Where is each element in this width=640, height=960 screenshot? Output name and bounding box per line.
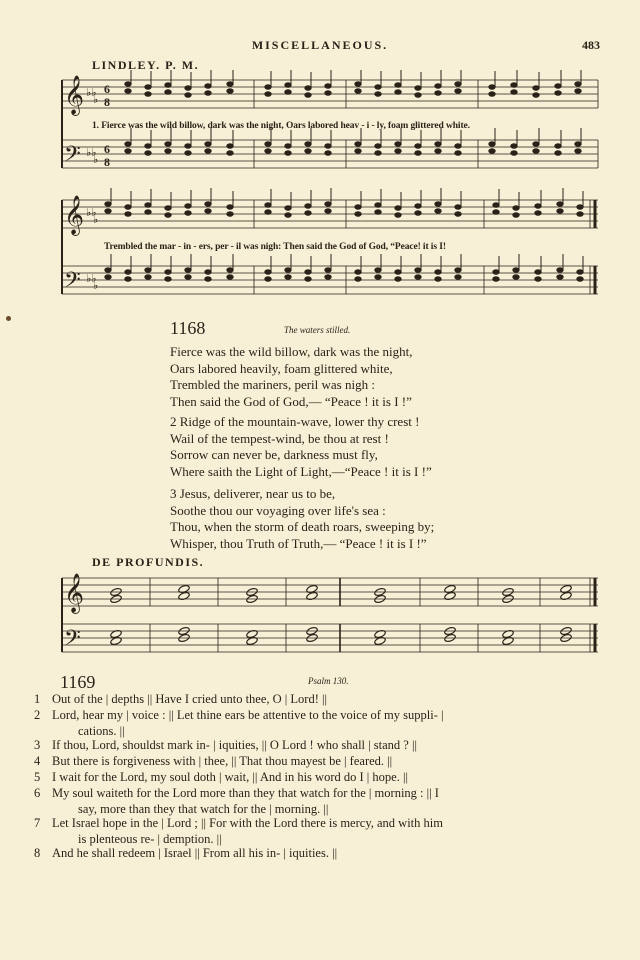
verse-text: And he shall redeem | Israel || From all his in- | iquities. || (52, 846, 338, 860)
note-head (535, 204, 541, 209)
note-head (125, 277, 131, 282)
note-head (185, 93, 191, 98)
note-head (185, 151, 191, 156)
note-head (105, 209, 111, 214)
note-head (325, 209, 331, 214)
note-head (265, 149, 271, 154)
verse-number: 3 (34, 738, 41, 752)
svg-text:♭: ♭ (93, 154, 99, 166)
note-head (555, 84, 561, 89)
psalm-verse-2 (34, 708, 600, 739)
note-head (577, 212, 583, 217)
note-head (185, 275, 191, 280)
note-head (535, 211, 541, 216)
note-head (375, 85, 381, 90)
verse-number: 6 (34, 786, 41, 800)
note-head (355, 212, 361, 217)
stanza-2 (170, 414, 432, 481)
note-head (265, 277, 271, 282)
note-head (489, 142, 495, 147)
note-head (205, 142, 211, 147)
psalm-verse-1 (34, 692, 600, 708)
note-head (125, 89, 131, 94)
note-head (415, 93, 421, 98)
verse-text: Out of the | depths || Have I cried unto thee, O | Lord! || (52, 692, 328, 706)
note-head (513, 275, 519, 280)
note-head (415, 268, 421, 273)
stanza-line: Whisper, thou Truth of Truth,— “Peace ! it is I !” (170, 536, 427, 552)
note-head (305, 93, 311, 98)
svg-text:𝄢: 𝄢 (64, 626, 81, 656)
note-head (493, 277, 499, 282)
note-head (145, 275, 151, 280)
note-head (265, 92, 271, 97)
note-head (513, 213, 519, 218)
note-head (125, 142, 131, 147)
stanza-1 (170, 344, 413, 411)
note-head (493, 210, 499, 215)
verse-number: 4 (34, 754, 41, 768)
note-head (455, 205, 461, 210)
psalm-verse-7 (34, 816, 600, 847)
note-head (227, 151, 233, 156)
note-head (305, 86, 311, 91)
note-head (375, 203, 381, 208)
note-head (285, 144, 291, 149)
note-head (205, 270, 211, 275)
verse-text: But there is forgiveness with | thee, || That thou mayest be | feared. || (52, 754, 393, 768)
note-head (555, 151, 561, 156)
note-head (533, 149, 539, 154)
stanza-line: Oars labored heavily, foam glittered white, (170, 360, 393, 376)
note-head (227, 144, 233, 149)
note-head (305, 149, 311, 154)
svg-text:♭: ♭ (93, 94, 99, 106)
note-head (415, 144, 421, 149)
note-head (455, 275, 461, 280)
verse-continuation: cations. || (78, 723, 125, 738)
note-head (435, 149, 441, 154)
note-head (455, 151, 461, 156)
note-head (165, 270, 171, 275)
note-head (185, 204, 191, 209)
note-head (227, 205, 233, 210)
note-head (535, 277, 541, 282)
hymn-caption-1168: The waters stilled. (284, 325, 351, 335)
note-head (105, 202, 111, 207)
note-head (493, 203, 499, 208)
verse-text: If thou, Lord, shouldst mark in- | iquities, || O Lord ! who shall | stand ? || (52, 738, 417, 752)
verse-number: 7 (34, 816, 41, 830)
note-head (145, 144, 151, 149)
note-head (125, 149, 131, 154)
note-head (325, 275, 331, 280)
note-head (375, 144, 381, 149)
note-head (165, 277, 171, 282)
stanza-line: Thou, when the storm of death roars, sweeping by; (170, 519, 435, 535)
verse-text: I wait for the Lord, my soul doth | wait, || And in his word do I | hope. || (52, 770, 408, 784)
note-head (375, 92, 381, 97)
svg-text:𝄢: 𝄢 (64, 142, 81, 172)
note-head (105, 268, 111, 273)
note-head (395, 142, 401, 147)
margin-mark (6, 316, 11, 321)
note-head (227, 82, 233, 87)
note-head (557, 275, 563, 280)
verse-text: Let Israel hope in the | Lord ; || For with the Lord there is mercy, and with him (52, 816, 443, 830)
note-head (227, 89, 233, 94)
psalm-verse-8 (34, 846, 600, 862)
note-head (513, 206, 519, 211)
psalm-verse-4 (34, 754, 600, 770)
note-head (395, 206, 401, 211)
note-head (435, 91, 441, 96)
note-head (325, 202, 331, 207)
note-head (557, 202, 563, 207)
note-head (355, 142, 361, 147)
note-head (395, 277, 401, 282)
note-head (455, 212, 461, 217)
psalm-verse-3 (34, 738, 600, 754)
note-head (185, 268, 191, 273)
note-head (325, 91, 331, 96)
note-head (489, 149, 495, 154)
note-head (355, 89, 361, 94)
note-head (205, 149, 211, 154)
lyrics-line-2: Trembled the mar - in - ers, per - il was nigh: Then said the God of God, “Peace! it is I! (104, 242, 446, 252)
note-head (511, 83, 517, 88)
note-head (125, 205, 131, 210)
psalm-verse-6 (34, 786, 600, 817)
note-head (125, 82, 131, 87)
note-head (125, 270, 131, 275)
note-head (285, 213, 291, 218)
note-head (285, 268, 291, 273)
svg-text:𝄞: 𝄞 (64, 75, 85, 115)
note-head (125, 212, 131, 217)
running-head: MISCELLANEOUS. (251, 38, 389, 52)
stanza-line: Then said the God of God,— “Peace ! it is I !” (170, 394, 412, 410)
stanza-line: Sorrow can never be, darkness must fly, (170, 447, 378, 463)
note-head (415, 211, 421, 216)
note-head (355, 277, 361, 282)
note-head (555, 144, 561, 149)
note-head (513, 268, 519, 273)
note-head (355, 205, 361, 210)
note-head (165, 142, 171, 147)
note-head (533, 142, 539, 147)
note-head (355, 270, 361, 275)
note-head (145, 203, 151, 208)
note-head (415, 204, 421, 209)
note-head (435, 142, 441, 147)
note-head (105, 275, 111, 280)
stanza-line: Soothe thou our voyaging over life's sea : (170, 502, 386, 518)
svg-text:♭: ♭ (93, 214, 99, 226)
note-head (375, 268, 381, 273)
note-head (265, 85, 271, 90)
note-head (145, 92, 151, 97)
note-head (205, 209, 211, 214)
verse-number: 2 (34, 708, 41, 722)
note-head (511, 144, 517, 149)
note-head (205, 91, 211, 96)
note-head (165, 90, 171, 95)
verse-continuation: say, more than they that watch for the | morning. || (78, 801, 329, 816)
verse-text: Lord, hear my | voice : || Let thine ears be attentive to the voice of my suppli- | (52, 708, 444, 722)
note-head (185, 211, 191, 216)
note-head (325, 151, 331, 156)
note-head (375, 210, 381, 215)
note-head (145, 268, 151, 273)
lyrics-line-1: 1. Fierce was the wild billow, dark was the night, Oars labored heav - i - ly, foam glittered white. (92, 121, 470, 131)
stanza-line: Wail of the tempest-wind, be thou at rest ! (170, 430, 389, 446)
stanza-line: Fierce was the wild billow, dark was the night, (170, 344, 413, 359)
svg-text:6: 6 (104, 142, 110, 156)
note-head (305, 142, 311, 147)
note-head (305, 270, 311, 275)
note-head (227, 268, 233, 273)
note-head (205, 277, 211, 282)
chant-system (60, 566, 600, 666)
note-head (325, 144, 331, 149)
tune-name-de-profundis: DE PROFUNDIS. (92, 555, 205, 569)
note-head (489, 85, 495, 90)
svg-text:𝄢: 𝄢 (64, 268, 81, 298)
note-head (575, 142, 581, 147)
note-head (265, 142, 271, 147)
note-head (375, 275, 381, 280)
note-head (375, 151, 381, 156)
note-head (305, 204, 311, 209)
note-head (227, 212, 233, 217)
note-head (533, 93, 539, 98)
note-head (145, 85, 151, 90)
note-head (145, 151, 151, 156)
note-head (555, 91, 561, 96)
stanza-3 (170, 486, 434, 553)
svg-text:♭: ♭ (93, 280, 99, 292)
svg-text:𝄞: 𝄞 (64, 573, 85, 613)
note-head (577, 277, 583, 282)
svg-text:♭♭: ♭♭ (86, 147, 97, 159)
note-head (575, 82, 581, 87)
svg-text:♭♭: ♭♭ (86, 87, 97, 99)
note-head (557, 209, 563, 214)
note-head (493, 270, 499, 275)
stanza-line: 2 Ridge of the mountain-wave, lower thy crest ! (170, 414, 420, 429)
svg-text:♭♭: ♭♭ (86, 207, 97, 219)
note-head (395, 213, 401, 218)
note-head (205, 84, 211, 89)
note-head (395, 83, 401, 88)
svg-text:8: 8 (104, 95, 110, 109)
note-head (395, 90, 401, 95)
note-head (511, 90, 517, 95)
note-head (227, 275, 233, 280)
tune-name-lindley: LINDLEY. P. M. (92, 58, 200, 72)
stanza-line: Where saith the Light of Light,—“Peace ! it is I !” (170, 464, 432, 480)
psalm-verse-5 (34, 770, 600, 786)
verse-number: 8 (34, 846, 41, 860)
note-head (285, 275, 291, 280)
note-head (285, 151, 291, 156)
note-head (165, 206, 171, 211)
stanza-line: 3 Jesus, deliverer, near us to be, (170, 486, 336, 501)
note-head (355, 149, 361, 154)
note-head (435, 202, 441, 207)
note-head (185, 144, 191, 149)
verse-number: 5 (34, 770, 41, 784)
note-head (455, 82, 461, 87)
svg-text:♭♭: ♭♭ (86, 273, 97, 285)
note-head (455, 89, 461, 94)
note-head (265, 270, 271, 275)
note-head (415, 151, 421, 156)
note-head (435, 277, 441, 282)
note-head (285, 90, 291, 95)
note-head (305, 277, 311, 282)
note-head (577, 205, 583, 210)
hymn-number-1168: 1168 (170, 318, 206, 338)
note-head (265, 210, 271, 215)
note-head (533, 86, 539, 91)
note-head (575, 149, 581, 154)
note-head (435, 270, 441, 275)
page-number: 483 (582, 38, 600, 52)
note-head (415, 275, 421, 280)
note-head (145, 210, 151, 215)
note-head (305, 211, 311, 216)
note-head (165, 83, 171, 88)
note-head (165, 149, 171, 154)
note-head (265, 203, 271, 208)
hymn-number-1169: 1169 (60, 672, 96, 692)
stanza-line: Trembled the mariners, peril was nigh : (170, 377, 375, 393)
note-head (395, 270, 401, 275)
verse-number: 1 (34, 692, 41, 706)
note-head (285, 83, 291, 88)
note-head (575, 89, 581, 94)
note-head (455, 144, 461, 149)
svg-text:8: 8 (104, 155, 110, 169)
note-head (185, 86, 191, 91)
note-head (415, 86, 421, 91)
svg-text:6: 6 (104, 82, 110, 96)
note-head (325, 84, 331, 89)
verse-text: My soul waiteth for the Lord more than they that watch for the | morning : || I (52, 786, 439, 800)
note-head (325, 268, 331, 273)
note-head (435, 209, 441, 214)
note-head (511, 151, 517, 156)
note-head (435, 84, 441, 89)
note-head (535, 270, 541, 275)
hymn-caption-1169: Psalm 130. (308, 676, 349, 686)
svg-text:𝄞: 𝄞 (64, 195, 85, 235)
note-head (557, 268, 563, 273)
note-head (395, 149, 401, 154)
verse-continuation: is plenteous re- | demption. || (78, 831, 222, 846)
note-head (489, 92, 495, 97)
note-head (285, 206, 291, 211)
note-head (577, 270, 583, 275)
note-head (205, 202, 211, 207)
note-head (455, 268, 461, 273)
note-head (355, 82, 361, 87)
note-head (165, 213, 171, 218)
